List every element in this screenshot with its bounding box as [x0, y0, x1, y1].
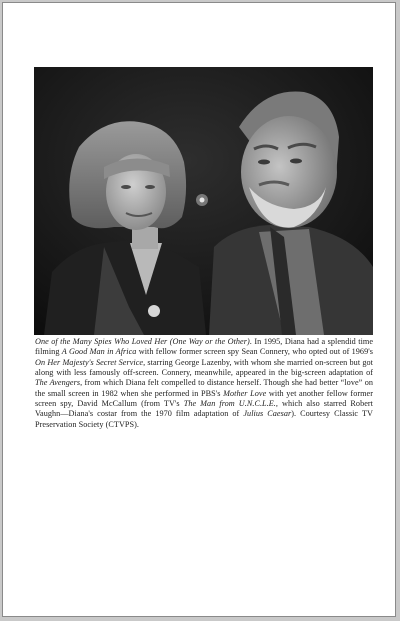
caption-text: ). Courtesy Classic TV Preservation Society (CTVPS).	[35, 409, 373, 429]
book-page	[2, 2, 396, 617]
caption-title: One of the Many Spies Who Loved Her (One Way or the Other)	[35, 337, 250, 346]
caption-film-title: A Good Man in Africa	[61, 347, 137, 357]
caption-film-title: On Her Majesty's Secret Service	[35, 357, 144, 367]
caption-text: , which also starred Robert Vaughn—Diana's costar from the 1970 film adaptation of	[35, 399, 374, 419]
caption-text: . In 1995, Diana had a splendid time filming	[35, 337, 374, 357]
caption-text: , starring George Lazenby, with whom she married on-screen but got along with less famously off-screen. Connery, meanwhile, appeared in the big-screen adaptation of	[35, 357, 373, 378]
caption-film-title: Julius Caesar	[243, 409, 292, 419]
photo-caption	[35, 337, 373, 430]
caption-film-title: The Avengers	[35, 378, 81, 388]
caption-show-title: The Man from U.N.C.L.E.	[183, 399, 276, 409]
caption-film-title: Mother Love	[223, 388, 267, 398]
photo-illustration	[34, 67, 373, 335]
caption-text: , from which Diana felt compelled to distance herself. Though she had better “love” on the small screen in 1982 when she performed in PBS's	[35, 378, 373, 398]
caption-text: with yet another fellow former screen spy, David McCallum (from TV's	[35, 388, 373, 409]
photograph	[34, 67, 373, 335]
caption-text: with fellow former screen spy Sean Connery, who opted out of 1969's	[136, 347, 373, 357]
